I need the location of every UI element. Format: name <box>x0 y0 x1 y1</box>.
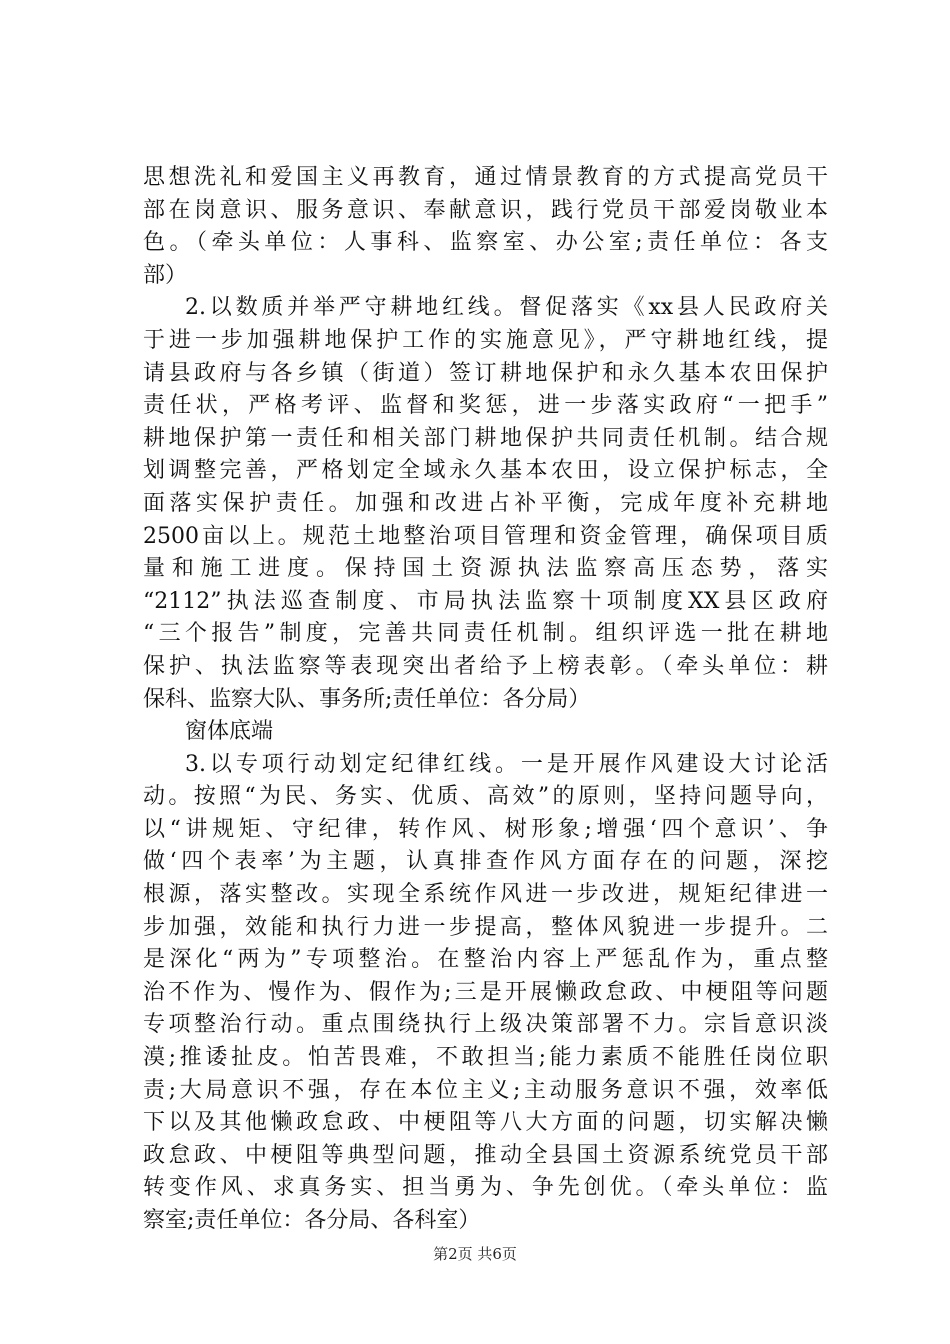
text-line: 保科、监察大队、事务所;责任单位：各分局） <box>143 686 591 712</box>
text-line: 责;大局意识不强，存在本位主义;主动服务意识不强，效率低 <box>143 1077 828 1103</box>
text-line: 步加强，效能和执行力进一步提高，整体风貌进一步提升。二 <box>143 914 828 940</box>
text-line: 请县政府与各乡镇（街道）签订耕地保护和永久基本农田保护 <box>143 360 828 386</box>
text-line: 是深化“两为”专项整治。在整治内容上严惩乱作为，重点整 <box>143 947 828 973</box>
text-line: 3.以专项行动划定纪律红线。一是开展作风建设大讨论活 <box>185 751 828 777</box>
text-line: 治不作为、慢作为、假作为;三是开展懒政怠政、中梗阻等问题 <box>143 979 828 1005</box>
text-line: 2500亩以上。规范土地整治项目管理和资金管理，确保项目质 <box>143 523 828 549</box>
text-line: 耕地保护第一责任和相关部门耕地保护共同责任机制。结合规 <box>143 425 828 451</box>
text-line: “三个报告”制度，完善共同责任机制。组织评选一批在耕地 <box>143 621 828 647</box>
text-line: 政怠政、中梗阻等典型问题，推动全县国土资源系统党员干部 <box>143 1142 828 1168</box>
text-line: 思想洗礼和爱国主义再教育，通过情景教育的方式提高党员干 <box>143 165 828 190</box>
text-line: 做‘四个表率’为主题，认真排查作风方面存在的问题，深挖 <box>143 849 828 875</box>
text-line: 察室;责任单位：各分局、各科室） <box>143 1208 481 1233</box>
text-line: 2.以数质并举严守耕地红线。督促落实《xx县人民政府关 <box>185 295 828 321</box>
text-line: 漠;推诿扯皮。怕苦畏难，不敢担当;能力素质不能胜任岗位职 <box>143 1045 828 1071</box>
text-line: 部在岗意识、服务意识、奉献意识，践行党员干部爱岗敬业本 <box>143 197 828 223</box>
text-line: “2112”执法巡查制度、市局执法监察十项制度XX县区政府 <box>143 588 828 614</box>
text-line: 面落实保护责任。加强和改进占补平衡，完成年度补充耕地 <box>143 490 828 516</box>
text-line: 动。按照“为民、务实、优质、高效”的原则，坚持问题导向， <box>143 784 828 810</box>
text-line: 专项整治行动。重点围绕执行上级决策部署不力。宗旨意识淡 <box>143 1012 828 1038</box>
text-line: 划调整完善，严格划定全域永久基本农田，设立保护标志，全 <box>143 458 828 484</box>
text-line: 根源，落实整改。实现全系统作风进一步改进，规矩纪律进一 <box>143 882 828 908</box>
text-line: 于进一步加强耕地保护工作的实施意见》，严守耕地红线，提 <box>143 327 828 353</box>
text-line: 保护、执法监察等表现突出者给予上榜表彰。（牵头单位：耕 <box>143 653 828 679</box>
text-line: 色。（牵头单位：人事科、监察室、办公室;责任单位：各支 <box>143 230 828 256</box>
text-line: 窗体底端 <box>185 719 274 745</box>
text-line: 下以及其他懒政怠政、中梗阻等八大方面的问题，切实解决懒 <box>143 1110 828 1136</box>
text-line: 量和施工进度。保持国土资源执法监察高压态势，落实 <box>143 556 828 582</box>
text-line: 责任状，严格考评、监督和奖惩，进一步落实政府“一把手” <box>143 393 828 419</box>
page-number: 第2页 共6页 <box>433 1245 517 1263</box>
text-line: 部） <box>143 262 188 288</box>
text-line: 以“讲规矩、守纪律，转作风、树形象;增强‘四个意识’、争 <box>143 816 828 842</box>
document-body <box>143 162 828 1238</box>
text-line: 转变作风、求真务实、担当勇为、争先创优。（牵头单位：监 <box>143 1175 828 1201</box>
